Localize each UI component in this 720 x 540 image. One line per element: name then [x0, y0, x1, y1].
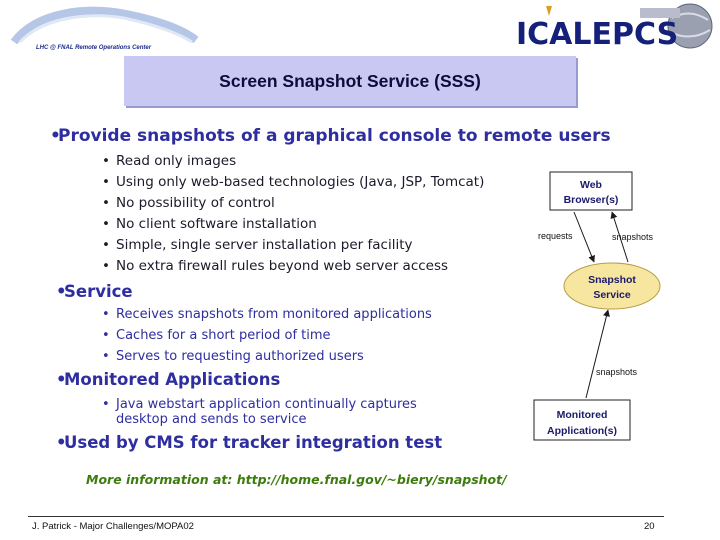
list-item: • Using only web-based technologies (Java, JSP, Tomcat): [102, 174, 485, 190]
snapshot-service-label-2: Service: [593, 289, 631, 301]
bullet-monitored-text: Monitored Applications: [64, 370, 281, 389]
footer-citation: J. Patrick - Major Challenges/MOPA02: [32, 521, 194, 532]
list-item: • Simple, single server installation per facility: [102, 237, 413, 253]
monitored-app-label-1: Monitored: [556, 409, 608, 421]
bullet-marker: •: [56, 433, 67, 452]
snapshots-monitored-arrow: [586, 310, 608, 398]
page-title: Screen Snapshot Service (SSS): [219, 70, 481, 91]
bullet-cms-text: Used by CMS for tracker integration test: [64, 433, 443, 452]
list-item: • Receives snapshots from monitored applications: [102, 307, 432, 322]
list-item: • No extra firewall rules beyond web server access: [102, 258, 449, 274]
lhc-logo-caption: LHC @ FNAL Remote Operations Center: [36, 45, 152, 51]
list-item: • Read only images: [102, 153, 237, 169]
icalepcs-logo: [500, 2, 715, 54]
web-browser-label-1: Web: [580, 179, 602, 191]
bullet-service: [56, 282, 133, 301]
bullet-marker: •: [56, 282, 67, 301]
list-item-continuation: desktop and sends to service: [116, 412, 307, 427]
monitored-app-label-2: Application(s): [547, 425, 617, 437]
bullet-provide: [50, 126, 611, 146]
requests-label: requests: [538, 231, 573, 241]
lhc-fnal-logo: [6, 4, 202, 54]
bullet-marker: •: [56, 370, 67, 389]
page-number: 20: [644, 521, 655, 532]
more-info-link[interactable]: More information at: http://home.fnal.gov/~biery/snapshot/: [86, 472, 507, 487]
architecture-diagram: [520, 168, 710, 444]
list-item: • No client software installation: [102, 216, 317, 232]
web-browser-label-2: Browser(s): [563, 194, 619, 206]
title-banner: [124, 56, 576, 106]
snapshot-service-ellipse: [564, 263, 660, 309]
footer-divider: [28, 516, 664, 517]
bullet-service-text: Service: [64, 282, 133, 301]
snapshot-service-label-1: Snapshot: [588, 274, 636, 286]
list-item: • No possibility of control: [102, 195, 275, 211]
bullet-cms: [56, 433, 443, 452]
bullet-monitored: [56, 370, 281, 389]
requests-arrow: [574, 212, 594, 262]
list-item: • Caches for a short period of time: [102, 328, 331, 343]
list-item: • Serves to requesting authorized users: [102, 349, 364, 364]
list-item: • Java webstart application continually captures: [102, 397, 417, 412]
icalepcs-logo-text: ICALEPCS: [516, 17, 679, 52]
snapshots-top-label: snapshots: [612, 232, 654, 242]
bullet-marker: •: [50, 126, 61, 146]
bullet-provide-text: Provide snapshots of a graphical console to remote users: [58, 126, 611, 146]
snapshots-bottom-label: snapshots: [596, 367, 638, 377]
